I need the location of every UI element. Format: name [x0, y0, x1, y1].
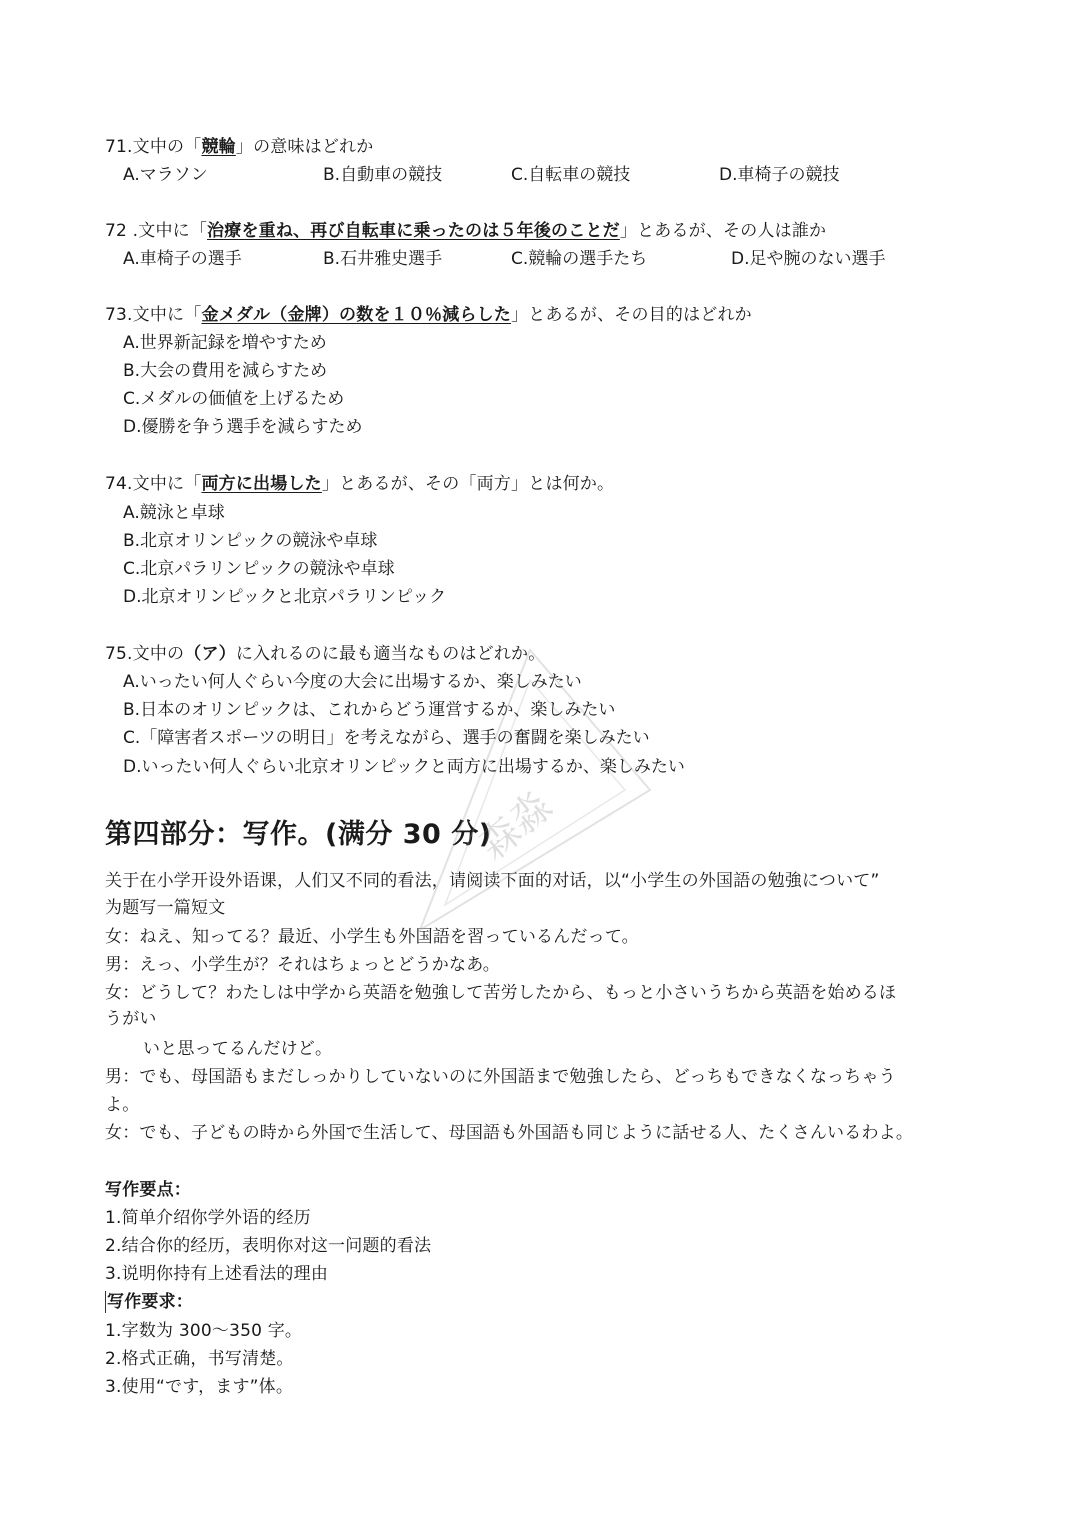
dialogue-line: 女：ねえ、知ってる？最近、小学生も外国語を習っているんだって。	[105, 927, 639, 947]
q72-option-d: D.足や腕のない選手	[731, 249, 886, 269]
question-suffix: とあるが、その人は誰か	[637, 221, 827, 241]
dialogue-line: 男：えっ、小学生が？それはちょっとどうかなあ。	[105, 955, 500, 975]
close-bracket: 」	[321, 474, 340, 494]
watermark-text: 森淼	[470, 782, 562, 870]
q74-option-a: A.競泳と卓球	[123, 503, 225, 523]
question-suffix: の意味はどれか	[253, 137, 374, 157]
q74-option-c: C.北京パラリンピックの競泳や卓球	[123, 559, 395, 579]
question-73	[105, 304, 752, 326]
question-prefix: 74.文中に	[105, 474, 185, 494]
q71-option-b: B.自動車の競技	[323, 165, 443, 185]
writing-requirements-title: 写作要求：	[107, 1292, 193, 1312]
q74-option-b: B.北京オリンピックの競泳や卓球	[123, 531, 378, 551]
writing-requirement: 2.格式正确，书写清楚。	[105, 1349, 294, 1369]
dialogue-line: いと思ってるんだけど。	[143, 1039, 333, 1059]
section-heading: 第四部分：写作。(满分 30 分)	[105, 819, 492, 850]
writing-point: 2.结合你的经历，表明你对这一问题的看法	[105, 1236, 432, 1256]
section-intro-cont: 为题写一篇短文	[105, 898, 226, 918]
q75-option-d: D.いったい何人ぐらい北京オリンピックと両方に出場するか、楽しみたい	[123, 757, 685, 777]
dialogue-line: 男：でも、母国語もまだしっかりしていないのに外国語まで勉強したら、どっちもできなくなっちゃう	[105, 1067, 896, 1087]
close-bracket: 」	[511, 305, 529, 325]
q73-option-c: C.メダルの価値を上げるため	[123, 389, 345, 409]
open-bracket: 「	[184, 305, 202, 325]
q75-option-b: B.日本のオリンピックは、これからどう運営するか、楽しみたい	[123, 700, 616, 720]
question-suffix: に入れるのに最も適当なものはどれか。	[235, 644, 546, 664]
q72-option-c: C.競輪の選手たち	[511, 249, 648, 269]
q71-option-d: D.車椅子の競技	[719, 165, 840, 185]
close-bracket: 」	[619, 221, 638, 241]
quoted-term: 競輪	[201, 137, 236, 157]
writing-point: 1.简单介绍你学外语的经历	[105, 1208, 311, 1228]
question-prefix: 73.文中に	[105, 305, 185, 325]
quoted-phrase: 治療を重ね、再び自転車に乗ったのは５年後のことだ	[207, 221, 620, 241]
quoted-phrase: 両方に出場した	[201, 474, 322, 494]
section-intro: 关于在小学开设外语课，人们又不同的看法，请阅读下面的对话，以“小学生の外国語の勉強について”	[105, 871, 880, 891]
q75-option-c: C.「障害者スポーツの明日」を考えながら、選手の奮闘を楽しみたい	[123, 728, 650, 748]
writing-requirement: 1.字数为 300～350 字。	[105, 1321, 303, 1341]
q74-option-d: D.北京オリンピックと北京パラリンピック	[123, 587, 447, 607]
dialogue-line: よ。	[105, 1095, 140, 1115]
dialogue-line: 女：どうして？わたしは中学から英語を勉強して苦労したから、もっと小さいうちから英語を始めるほ	[105, 983, 897, 1003]
open-bracket: 「	[184, 137, 202, 157]
blank-marker: （ア）	[184, 644, 236, 664]
writing-point: 3.说明你持有上述看法的理由	[105, 1264, 329, 1284]
question-suffix: とあるが、その目的はどれか	[528, 305, 752, 325]
question-75	[105, 643, 545, 665]
question-71	[105, 136, 373, 158]
q72-option-a: A.車椅子の選手	[123, 249, 242, 269]
q75-option-a: A.いったい何人ぐらい今度の大会に出場するか、楽しみたい	[123, 672, 582, 692]
question-72	[105, 220, 826, 242]
q73-option-b: B.大会の費用を減らすため	[123, 361, 328, 381]
text-cursor	[105, 1291, 106, 1313]
quoted-phrase: 金メダル（金牌）の数を１０％減らした	[201, 305, 512, 325]
open-bracket: 「	[184, 474, 202, 494]
writing-requirement: 3.使用“です，ます”体。	[105, 1377, 294, 1397]
dialogue-line: うがい	[105, 1009, 157, 1029]
q71-option-c: C.自転車の競技	[511, 165, 631, 185]
q72-option-b: B.石井雅史選手	[323, 249, 443, 269]
question-prefix: 72 .文中に	[105, 221, 190, 241]
writing-points-title: 写作要点：	[105, 1180, 191, 1200]
q73-option-a: A.世界新記録を増やすため	[123, 333, 327, 353]
question-prefix: 75.文中の	[105, 644, 185, 664]
open-bracket: 「	[189, 221, 208, 241]
q71-option-a: A.マラソン	[123, 165, 208, 185]
q73-option-d: D.優勝を争う選手を減らすため	[123, 417, 363, 437]
question-prefix: 71.文中の	[105, 137, 185, 157]
question-suffix: とあるが、その「両方」とは何か。	[339, 474, 615, 494]
close-bracket: 」	[235, 137, 254, 157]
question-74	[105, 473, 614, 495]
dialogue-line: 女：でも、子どもの時から外国で生活して、母国語も外国語も同じように話せる人、たくさんいるわよ。	[105, 1123, 914, 1143]
